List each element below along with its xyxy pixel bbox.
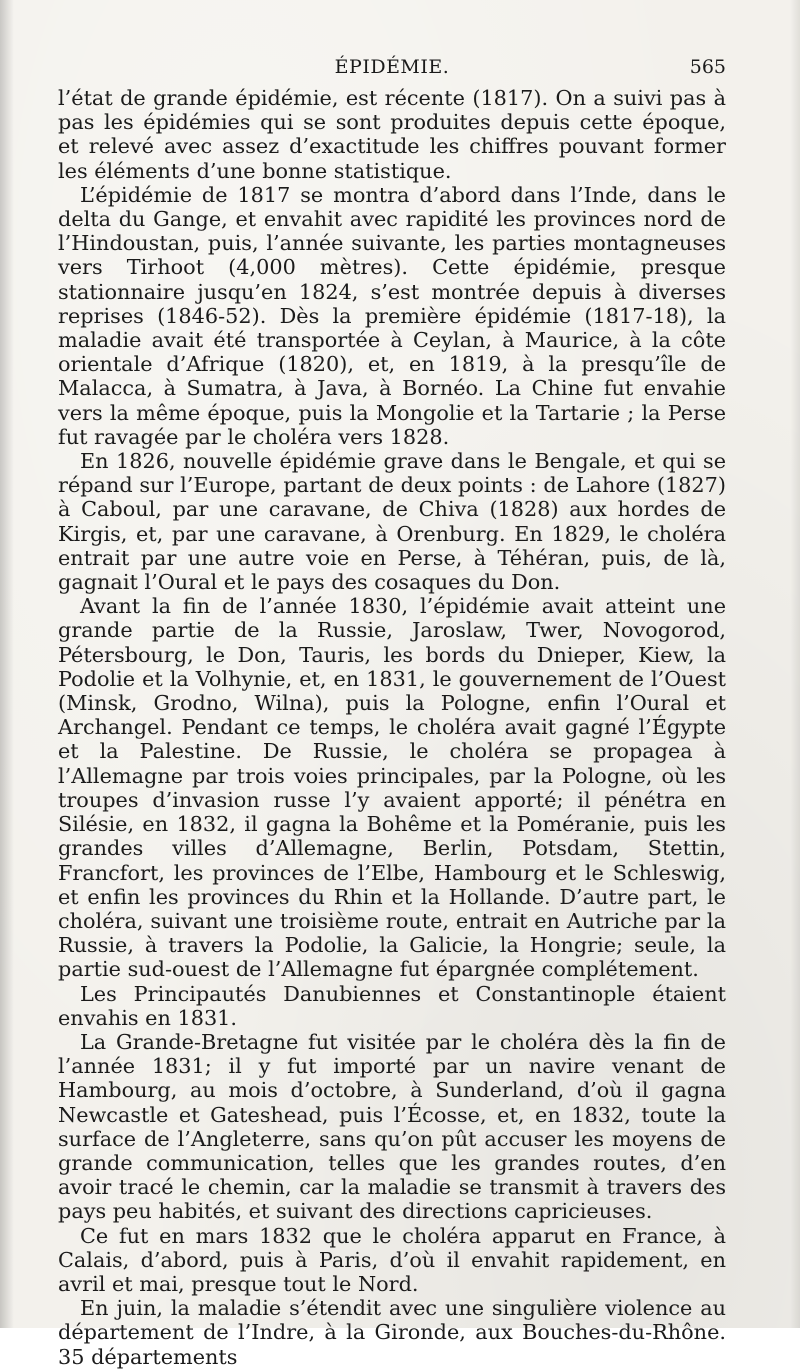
text-body bbox=[58, 86, 726, 1369]
paragraph: Ce fut en mars 1832 que le choléra apparut en France, à Calais, d’abord, puis à Paris, d’où il envahit rapidement, en avril et mai, presque tout le Nord. bbox=[58, 1223, 726, 1296]
running-head bbox=[58, 56, 726, 84]
paragraph: Les Principautés Danubiennes et Constantinople étaient envahis en 1831. bbox=[58, 981, 726, 1030]
paragraph: En juin, la maladie s’étendit avec une singulière violence au département de l’Indre, à la Gironde, aux Bouches-du-Rhône. 35 départements bbox=[58, 1296, 726, 1369]
running-title: ÉPIDÉMIE. bbox=[334, 56, 450, 78]
paragraph: L’épidémie de 1817 se montra d’abord dans l’Inde, dans le delta du Gange, et envahit avec rapidité les provinces nord de l’Hindoustan, puis, l’année suivante, les parties montagneuses vers Tirhoot (4,000 mètres). Cette épidémie, presque stationnaire jusqu’en 1824, s’est montrée depuis à diverses reprises (1846-52). Dès la première épidémie (1817-18), la maladie avait été transportée à Ceylan, à Maurice, à la côte orientale d’Afrique (1820), et, en 1819, à la presqu’île de Malacca, à Sumatra, à Java, à Bornéo. La Chine fut envahie vers la même époque, puis la Mongolie et la Tartarie ; la Perse fut ravagée par le choléra vers 1828. bbox=[58, 182, 726, 449]
page-edge-shadow bbox=[790, 0, 800, 1328]
paragraph: l’état de grande épidémie, est récente (1817). On a suivi pas à pas les épidémies qui se sont produites depuis cette époque, et relevé avec assez d’exactitude les chiffres pouvant former les éléments d’une bonne statistique. bbox=[58, 86, 726, 183]
paragraph: Avant la fin de l’année 1830, l’épidémie avait atteint une grande partie de la Russie, Jaroslaw, Twer, Novogorod, Pétersbourg, le Don, Tauris, les bords du Dnieper, Kiew, la Podolie et la Volhynie, et, en 1831, le gouvernement de l’Ouest (Minsk, Grodno, Wilna), puis la Pologne, enfin l’Oural et Archangel. Pendant ce temps, le choléra avait gagné l’Égypte et la Palestine. De Russie, le choléra se propagea à l’Allemagne par trois voies principales, par la Pologne, où les troupes d’invasion russe l’y avaient apporté; il pénétra en Silésie, en 1832, il gagna la Bohême et la Poméranie, puis les grandes villes d’Allemagne, Berlin, Potsdam, Stettin, Francfort, les provinces de l’Elbe, Hambourg et le Schleswig, et enfin les provinces du Rhin et la Hollande. D’autre part, le choléra, suivant une troisième route, entrait en Autriche par la Russie, à travers la Podolie, la Galicie, la Hongrie; seule, la partie sud-ouest de l’Allemagne fut épargnée complétement. bbox=[58, 594, 726, 982]
page-number: 565 bbox=[689, 56, 726, 78]
paragraph: La Grande-Bretagne fut visitée par le choléra dès la fin de l’année 1831; il y fut importé par un navire venant de Hambourg, au mois d’octobre, à Sunderland, d’où il gagna Newcastle et Gateshead, puis l’Écosse, et, en 1832, toute la surface de l’Angleterre, sans qu’on pût accuser les moyens de grande communication, telles que les grandes routes, d’en avoir tracé le chemin, car la maladie se transmit à travers des pays peu habités, et suivant des directions capricieuses. bbox=[58, 1029, 726, 1224]
page-gutter-shadow bbox=[0, 0, 14, 1328]
paragraph: En 1826, nouvelle épidémie grave dans le Bengale, et qui se répand sur l’Europe, partant de deux points : de Lahore (1827) à Caboul, par une caravane, de Chiva (1828) aux hordes de Kirgis, et, par une caravane, à Orenburg. En 1829, le choléra entrait par une autre voie en Perse, à Téhéran, puis, de là, gagnait l’Oural et le pays des cosaques du Don. bbox=[58, 449, 726, 595]
